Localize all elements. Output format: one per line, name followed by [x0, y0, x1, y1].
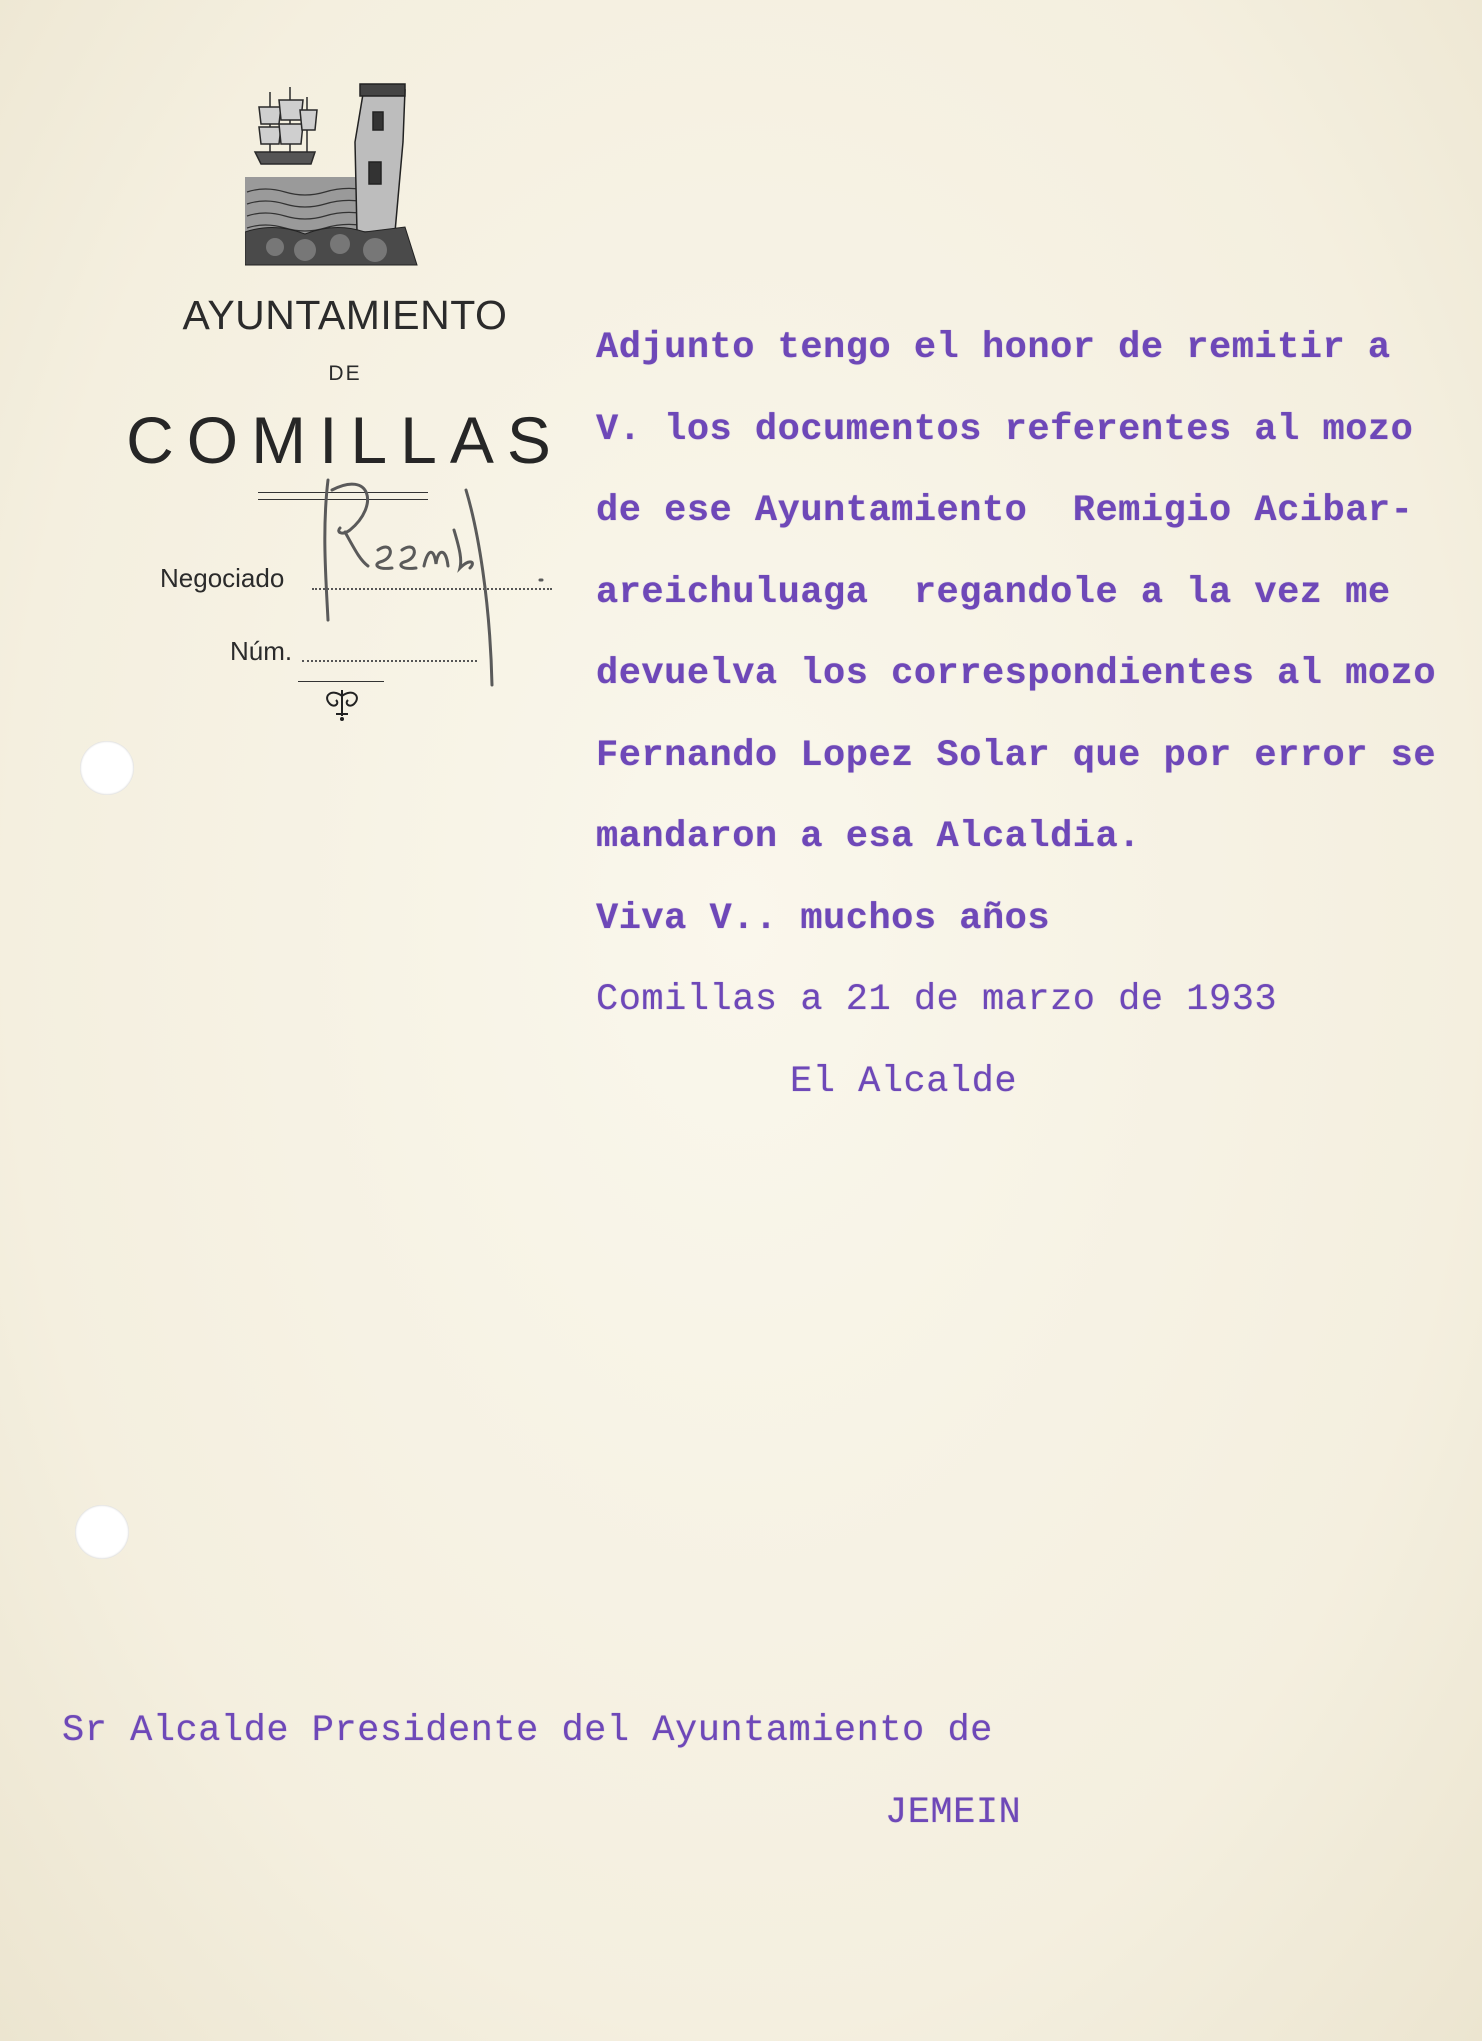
letterhead-town: COMILLAS: [126, 403, 564, 477]
body-line-6: Fernando Lopez Solar que por error se: [596, 735, 1437, 777]
addressee-line-1: Sr Alcalde Presidente del Ayuntamiento de: [62, 1710, 993, 1752]
signature-title: El Alcalde: [790, 1061, 1018, 1103]
negociado-label: Negociado: [160, 563, 285, 593]
body-line-2: V. los documentos referentes al mozo: [596, 409, 1414, 451]
handwritten-note-reemb: [300, 470, 580, 720]
letterhead-title: AYUNTAMIENTO: [182, 292, 508, 338]
body-line-1: Adjunto tengo el honor de remitir a: [596, 327, 1391, 369]
ship-and-lighthouse-emblem-icon: [245, 82, 420, 267]
place-date-line: Comillas a 21 de marzo de 1933: [596, 979, 1278, 1021]
body-line-3: de ese Ayuntamiento Remigio Acibar-: [596, 490, 1414, 532]
num-label: Núm.: [230, 636, 293, 666]
punch-hole: [80, 741, 134, 795]
body-line-4: areichuluaga regandole a la vez me: [596, 572, 1391, 614]
body-line-5: devuelva los correspondientes al mozo: [596, 653, 1437, 695]
body-line-7: mandaron a esa Alcaldia.: [596, 816, 1141, 858]
letterhead-de: DE: [328, 362, 362, 385]
punch-hole: [75, 1505, 129, 1559]
closing-line: Viva V.. muchos años: [596, 898, 1051, 940]
addressee-town: JEMEIN: [885, 1792, 1022, 1834]
